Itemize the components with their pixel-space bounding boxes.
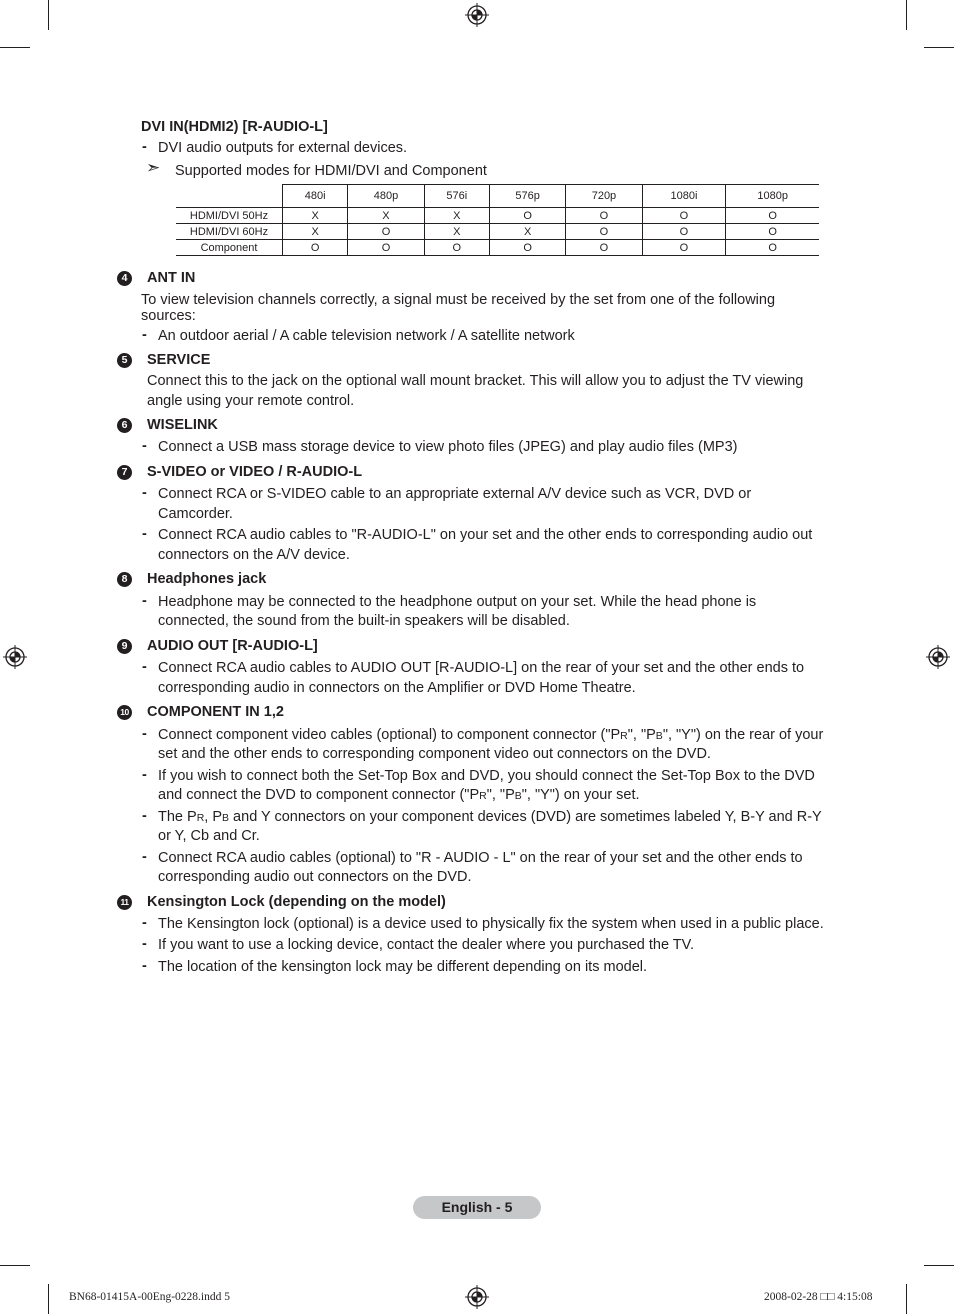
- table-header-row: [176, 185, 819, 208]
- table-cell: O: [348, 224, 424, 240]
- wiselink-bullet: Connect a USB mass storage device to view photo files (JPEG) and play audio files (MP3): [158, 439, 738, 455]
- text-run: and connect the DVD to component connector ("P: [158, 787, 480, 803]
- table-cell: O: [489, 240, 565, 256]
- bullet-dash: -: [142, 767, 147, 783]
- service-title: SERVICE: [147, 352, 211, 368]
- table-cell: O: [642, 208, 726, 224]
- crop-mark: [906, 1284, 907, 1314]
- table-cell: X: [424, 224, 489, 240]
- audio-out-title: AUDIO OUT [R-AUDIO-L]: [147, 638, 318, 654]
- bullet-dash: -: [142, 936, 147, 952]
- kensington-bullet: The Kensington lock (optional) is a device used to physically fix the system when used in a public place.: [158, 916, 824, 932]
- svideo-bullet: Connect RCA audio cables to "R-AUDIO-L" on your set and the other ends to corresponding audio out: [158, 527, 813, 543]
- crop-mark: [924, 1265, 954, 1266]
- component-bullet: [158, 725, 823, 746]
- audio-out-bullet: corresponding audio in connectors on the Amplifier or DVD Home Theatre.: [158, 680, 636, 696]
- table-column-header: 1080p: [726, 185, 819, 208]
- bullet-dash: -: [142, 139, 147, 155]
- table-row-label: Component: [176, 240, 283, 256]
- audio-out-bullet: Connect RCA audio cables to AUDIO OUT [R-AUDIO-L] on the rear of your set and the other ends to: [158, 660, 805, 676]
- service-text: Connect this to the jack on the optional wall mount bracket. This will allow you to adjust the TV viewing: [147, 373, 804, 389]
- registration-mark-icon: [3, 645, 27, 669]
- slug-timestamp: 2008-02-28 □□ 4:15:08: [764, 1291, 873, 1303]
- table-cell: O: [726, 224, 819, 240]
- crop-mark: [0, 1265, 30, 1266]
- table-column-header: 480p: [348, 185, 424, 208]
- svideo-bullet: Camcorder.: [158, 506, 233, 522]
- svideo-bullet: connectors on the A/V device.: [158, 547, 350, 563]
- svideo-title: S-VIDEO or VIDEO / R-AUDIO-L: [147, 464, 363, 480]
- ant-in-bullet: An outdoor aerial / A cable television network / A satellite network: [158, 328, 575, 344]
- component-bullet: set and the other ends to corresponding component video out connectors on the DVD.: [158, 746, 711, 762]
- text-run: R: [479, 790, 487, 802]
- text-run: and Y connectors on your component devices (DVD) are sometimes labeled Y, B-Y and R-Y: [229, 809, 822, 825]
- bullet-dash: -: [142, 526, 147, 542]
- headphones-bullet: Headphone may be connected to the headphone output on your set. While the head phone is: [158, 594, 757, 610]
- table-cell: O: [566, 224, 642, 240]
- crop-mark: [0, 47, 30, 48]
- bullet-dash: -: [142, 958, 147, 974]
- text-run: R: [196, 812, 205, 824]
- supported-modes-table: [176, 184, 819, 256]
- text-run: B: [222, 812, 230, 824]
- table-column-header: 576i: [424, 185, 489, 208]
- kensington-bullet: If you want to use a locking device, contact the dealer where you purchased the TV.: [158, 937, 695, 953]
- component-bullet: [158, 807, 822, 828]
- table-corner-cell: [176, 185, 283, 208]
- section-number-badge: 4: [117, 271, 132, 286]
- ant-in-text: To view television channels correctly, a signal must be received by the set from one of the following: [141, 292, 776, 308]
- table-column-header: 720p: [566, 185, 642, 208]
- table-cell: X: [348, 208, 424, 224]
- wiselink-title: WISELINK: [147, 417, 218, 433]
- page-number-badge: English - 5: [413, 1196, 541, 1219]
- svideo-bullet: Connect RCA or S-VIDEO cable to an appropriate external A/V device such as VCR, DVD or: [158, 486, 752, 502]
- bullet-dash: -: [142, 593, 147, 609]
- crop-mark: [924, 47, 954, 48]
- table-cell: X: [489, 224, 565, 240]
- bullet-dash: -: [142, 726, 147, 742]
- text-run: ", "Y") on the rear of your: [662, 727, 824, 743]
- table-column-header: 1080i: [642, 185, 726, 208]
- note-arrow-icon: ➣: [146, 158, 161, 177]
- table-row: [176, 208, 819, 224]
- bullet-dash: -: [142, 808, 147, 824]
- component-bullet: [158, 785, 640, 806]
- registration-mark-icon: [926, 645, 950, 669]
- registration-mark-icon: [465, 3, 489, 27]
- crop-mark: [48, 0, 49, 30]
- table-row: [176, 224, 819, 240]
- table-cell: O: [283, 240, 348, 256]
- table-row: [176, 240, 819, 256]
- table-cell: O: [726, 240, 819, 256]
- table-cell: X: [283, 208, 348, 224]
- bullet-dash: -: [142, 915, 147, 931]
- section-number-badge: 9: [117, 639, 132, 654]
- section-number-badge: 6: [117, 418, 132, 433]
- component-title: COMPONENT IN 1,2: [147, 704, 284, 720]
- dvi-section-title: DVI IN(HDMI2) [R-AUDIO-L]: [141, 119, 328, 135]
- table-cell: X: [424, 208, 489, 224]
- component-bullet: If you wish to connect both the Set-Top Box and DVD, you should connect the Set-Top Box to the DVD: [158, 768, 815, 784]
- kensington-bullet: The location of the kensington lock may be different depending on its model.: [158, 959, 648, 975]
- text-run: ", "Y") on your set.: [521, 787, 640, 803]
- table-cell: O: [424, 240, 489, 256]
- text-run: ", "P: [627, 727, 656, 743]
- section-number-badge: 8: [117, 572, 132, 587]
- ant-in-text: sources:: [141, 308, 196, 324]
- crop-mark: [906, 0, 907, 30]
- dvi-bullet-text: DVI audio outputs for external devices.: [158, 140, 408, 156]
- table-cell: O: [642, 240, 726, 256]
- section-number-badge: 7: [117, 465, 132, 480]
- text-run: R: [620, 730, 628, 742]
- table-cell: O: [566, 208, 642, 224]
- text-run: B: [655, 730, 663, 742]
- bullet-dash: -: [142, 485, 147, 501]
- table-row-label: HDMI/DVI 50Hz: [176, 208, 283, 224]
- bullet-dash: -: [142, 659, 147, 675]
- component-bullet: or Y, Cb and Cr.: [158, 828, 260, 844]
- ant-in-title: ANT IN: [147, 270, 196, 286]
- section-number-badge: 5: [117, 353, 132, 368]
- table-cell: O: [348, 240, 424, 256]
- bullet-dash: -: [142, 327, 147, 343]
- table-cell: X: [283, 224, 348, 240]
- headphones-bullet: connected, the sound from the built-in speakers will be disabled.: [158, 613, 570, 629]
- component-bullet: Connect RCA audio cables (optional) to "R - AUDIO - L" on the rear of your set and the other ends to: [158, 850, 803, 866]
- table-cell: O: [726, 208, 819, 224]
- service-text: angle using your remote control.: [147, 393, 355, 409]
- bullet-dash: -: [142, 438, 147, 454]
- text-run: Connect component video cables (optional) to component connector ("P: [158, 727, 621, 743]
- table-cell: O: [642, 224, 726, 240]
- table-column-header: 480i: [283, 185, 348, 208]
- section-number-badge: 10: [117, 705, 132, 720]
- table-column-header: 576p: [489, 185, 565, 208]
- headphones-title: Headphones jack: [147, 571, 267, 587]
- text-run: , P: [204, 809, 223, 825]
- section-number-badge: 11: [117, 895, 132, 910]
- kensington-title: Kensington Lock (depending on the model): [147, 894, 446, 910]
- text-run: B: [514, 790, 522, 802]
- table-cell: O: [566, 240, 642, 256]
- table-cell: O: [489, 208, 565, 224]
- crop-mark: [48, 1284, 49, 1314]
- component-bullet: corresponding audio out connectors on the DVD.: [158, 869, 472, 885]
- modes-note-text: Supported modes for HDMI/DVI and Component: [175, 163, 487, 179]
- registration-mark-icon: [465, 1285, 489, 1309]
- bullet-dash: -: [142, 849, 147, 865]
- table-row-label: HDMI/DVI 60Hz: [176, 224, 283, 240]
- slug-filename: BN68-01415A-00Eng-0228.indd 5: [69, 1291, 230, 1303]
- text-run: The P: [158, 809, 197, 825]
- text-run: ", "P: [486, 787, 515, 803]
